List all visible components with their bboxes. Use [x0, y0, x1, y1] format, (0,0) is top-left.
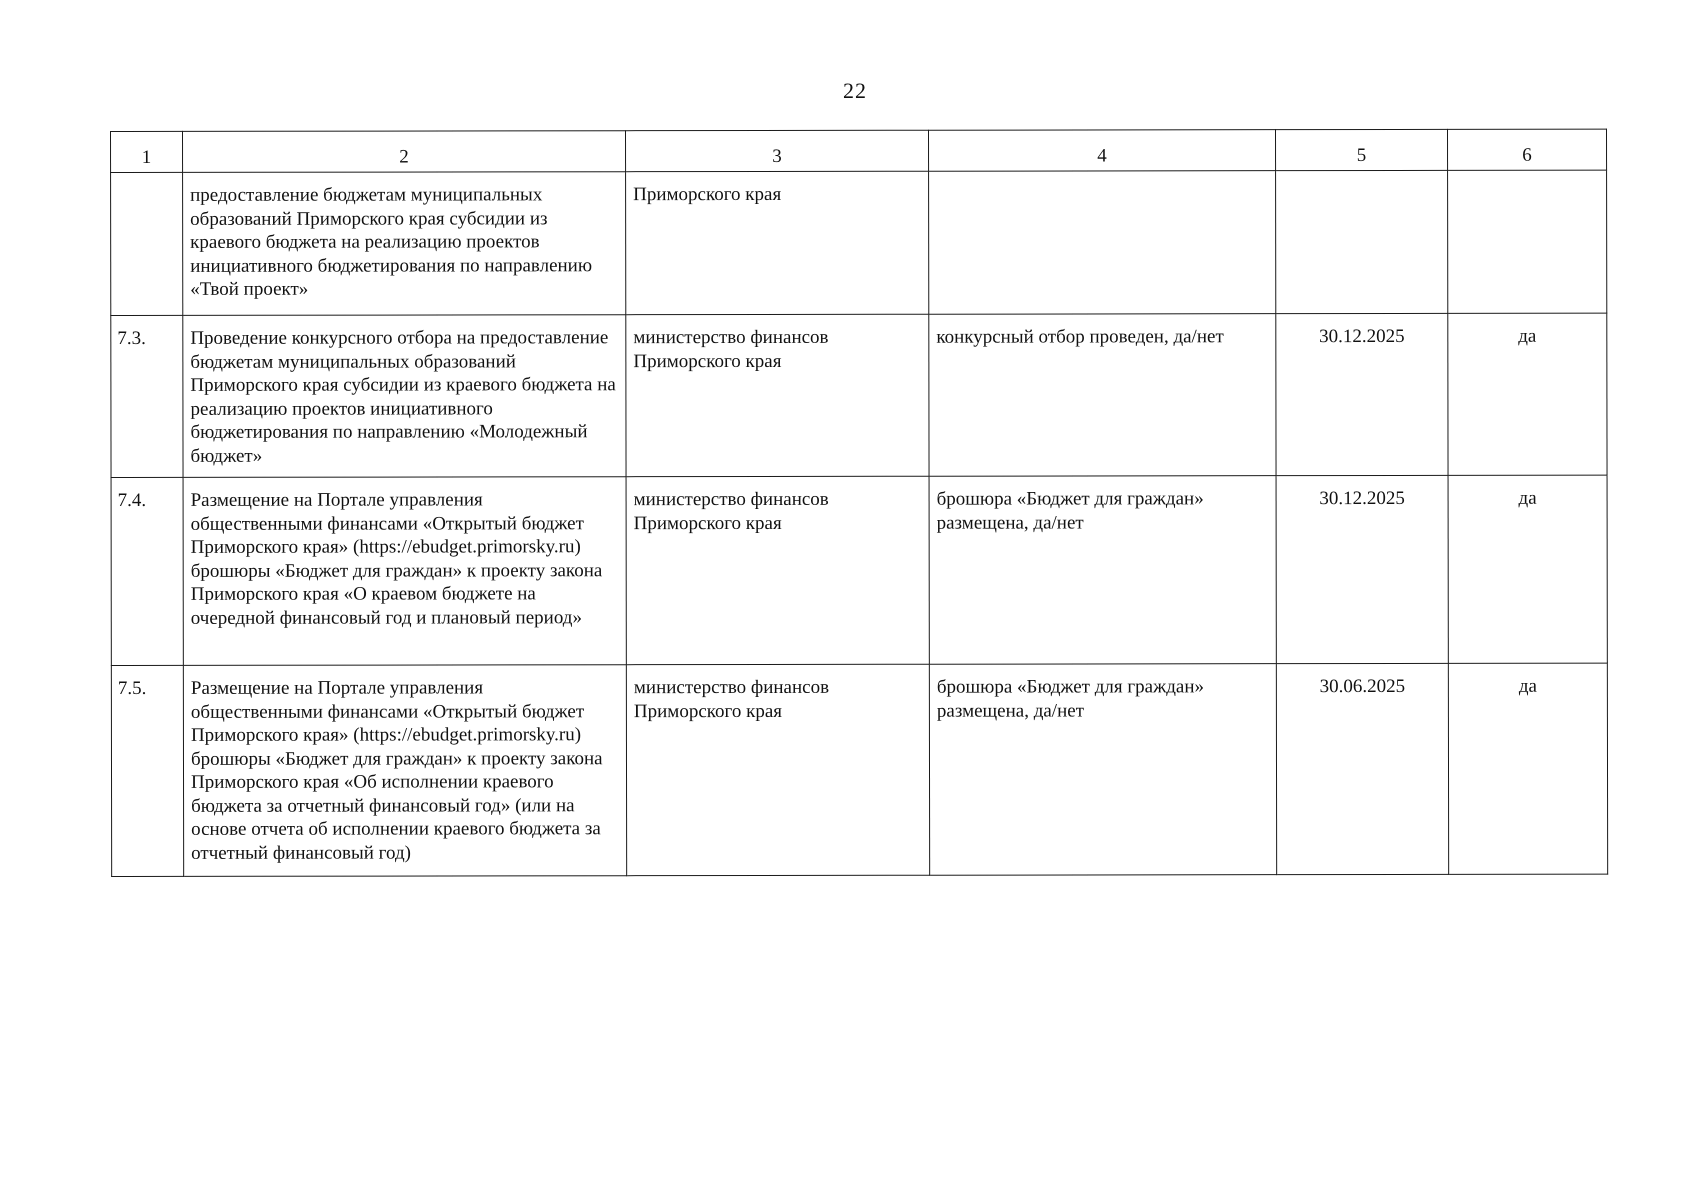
- indicator-cell: брошюра «Бюджет для граждан» размещена, да/нет: [929, 664, 1276, 876]
- description-cell: Проведение конкурсного отбора на предоставление бюджетам муниципальных образований Приморского края субсидии из краевого бюджета на реализацию проектов инициативного бюджетирования по направлению «Молодежный бюджет»: [183, 315, 626, 478]
- row-number-cell: 7.4.: [111, 477, 183, 665]
- deadline-cell: [1276, 170, 1448, 313]
- page-number: 22: [843, 78, 867, 103]
- table-header-row: [111, 129, 1607, 172]
- description-cell: предоставление бюджетам муниципальных образований Приморского края субсидии из краевого бюджета на реализацию проектов инициативного бюджетирования по направлению «Твой проект»: [183, 172, 626, 316]
- indicator-cell: конкурсный отбор проведен, да/нет: [929, 314, 1276, 477]
- header-cell-2: 2: [183, 131, 626, 173]
- indicator-cell: брошюра «Бюджет для граждан» размещена, да/нет: [929, 476, 1276, 665]
- result-cell: да: [1448, 475, 1607, 663]
- header-cell-3: 3: [626, 130, 929, 171]
- responsible-cell: министерство финансов Приморского края: [626, 476, 929, 664]
- responsible-cell: министерство финансов Приморского края: [626, 664, 929, 875]
- deadline-cell: 30.06.2025: [1276, 663, 1448, 874]
- table-row: [111, 663, 1607, 876]
- result-cell: да: [1448, 663, 1607, 874]
- table-row: [111, 313, 1607, 477]
- row-number-cell: 7.5.: [111, 665, 183, 876]
- table-row: [111, 475, 1607, 665]
- header-cell-6: 6: [1447, 129, 1606, 170]
- result-cell: да: [1448, 313, 1607, 475]
- responsible-cell: министерство финансов Приморского края: [626, 314, 929, 476]
- plan-table: [110, 129, 1608, 877]
- row-number-cell: [111, 172, 183, 315]
- header-cell-1: 1: [111, 131, 183, 172]
- deadline-cell: 30.12.2025: [1276, 313, 1448, 475]
- responsible-cell: Приморского края: [626, 171, 929, 314]
- header-cell-4: 4: [928, 130, 1275, 172]
- deadline-cell: 30.12.2025: [1276, 475, 1448, 663]
- result-cell: [1448, 170, 1607, 313]
- indicator-cell: [929, 171, 1276, 315]
- description-cell: Размещение на Портале управления общественными финансами «Открытый бюджет Приморского края» (https://ebudget.primorsky.ru) брошюры «Бюджет для граждан» к проекту закона Приморского края «Об исполнении краевого бюджета за отчетный финансовый год» (или на основе отчета об исполнении краевого бюджета за отчетный финансовый год): [183, 665, 626, 877]
- table-row: [111, 170, 1607, 315]
- header-cell-5: 5: [1275, 129, 1447, 170]
- row-number-cell: 7.3.: [111, 315, 183, 477]
- description-cell: Размещение на Портале управления общественными финансами «Открытый бюджет Приморского края» (https://ebudget.primorsky.ru) брошюры «Бюджет для граждан» к проекту закона Приморского края «О краевом бюджете на очередной финансовый год и плановый период»: [183, 477, 626, 666]
